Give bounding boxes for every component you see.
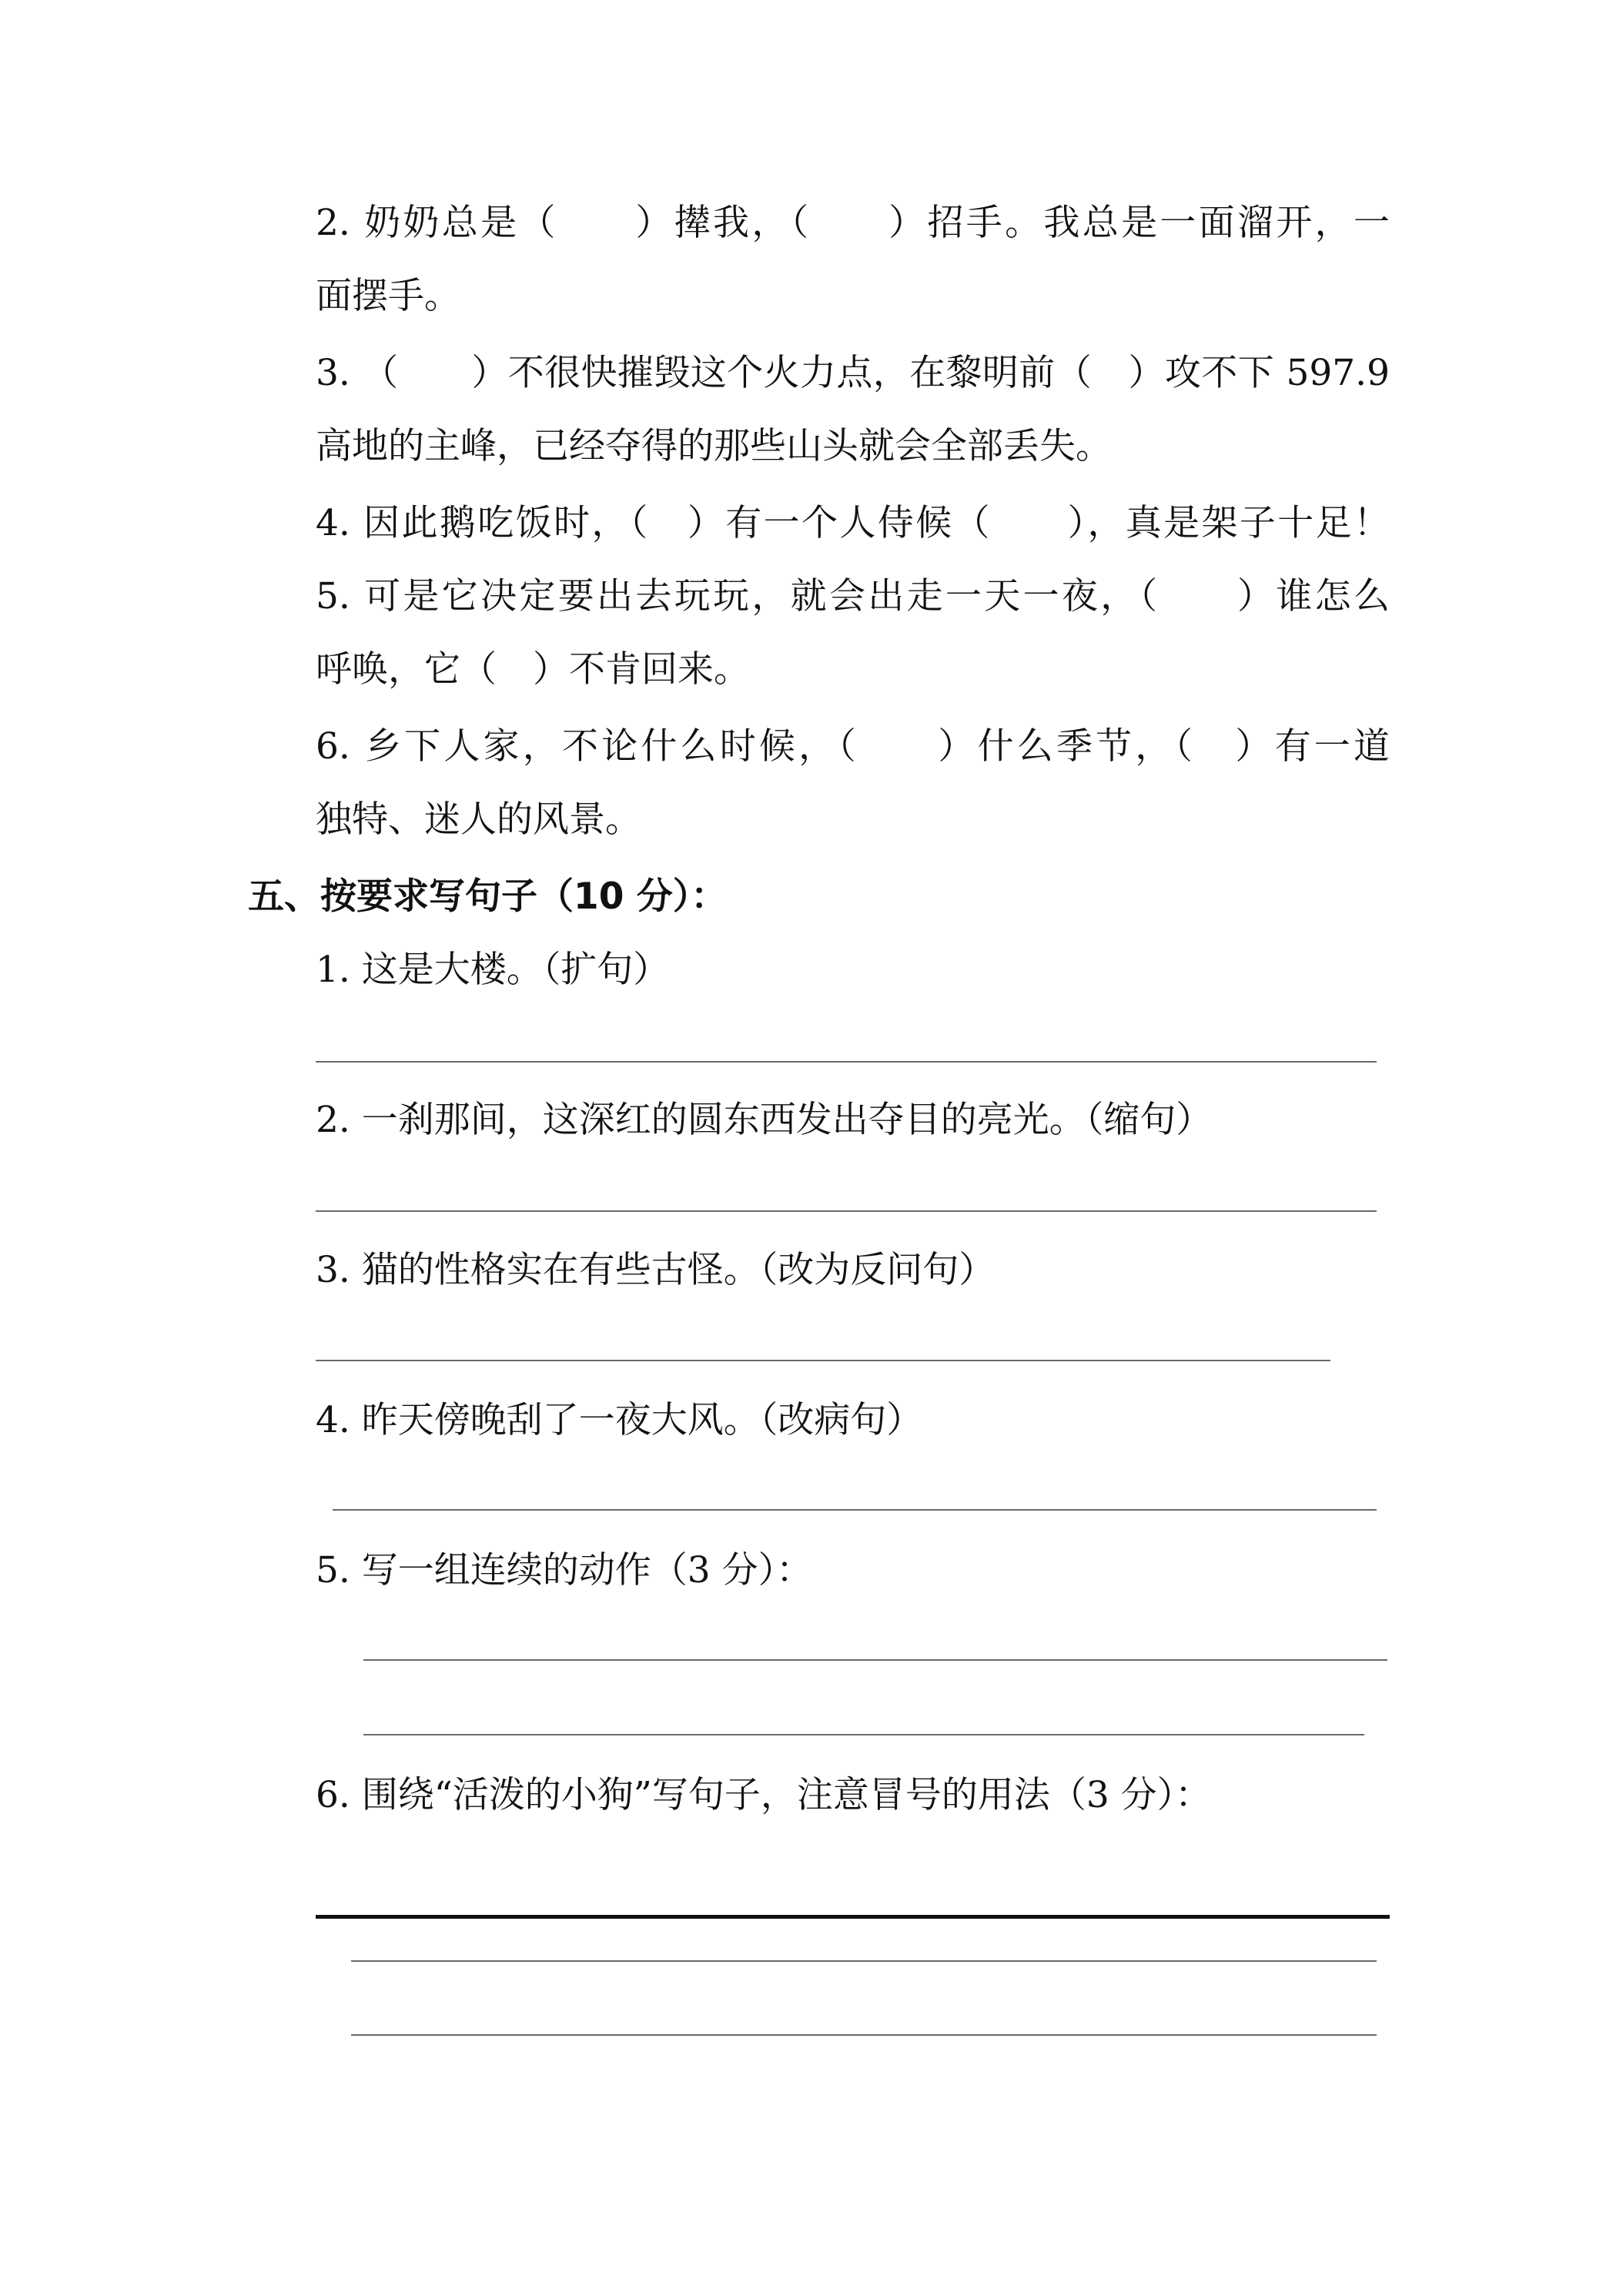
q5-6-answer-line-3[interactable] <box>351 2034 1377 2036</box>
q5-5-answer-line-2[interactable] <box>363 1734 1364 1735</box>
q4-2-line-1: 2. 奶奶总是（ ）撵我，（ ）招手。我总是一面溜开，一 <box>316 202 1390 244</box>
q4-6-line-2: 独特、迷人的风景。 <box>316 798 641 841</box>
q4-6-line-1: 6. 乡下人家，不论什么时候，（ ）什么季节，（ ）有一道 <box>316 725 1390 768</box>
q5-4-answer-line[interactable] <box>333 1509 1377 1511</box>
q5-5-prompt: 5. 写一组连续的动作（3 分）： <box>316 1549 813 1591</box>
q4-3-line-2: 高地的主峰，已经夺得的那些山头就会全部丢失。 <box>316 425 1112 467</box>
q5-6-answer-line-2[interactable] <box>351 1960 1377 1962</box>
q5-3-prompt: 3. 猫的性格实在有些古怪。（改为反问句） <box>316 1249 996 1291</box>
q5-3-answer-line[interactable] <box>316 1360 1330 1361</box>
q5-2-answer-line[interactable] <box>316 1210 1377 1212</box>
q5-4-prompt: 4. 昨天傍晚刮了一夜大风。（改病句） <box>316 1399 923 1441</box>
q5-1-prompt: 1. 这是大楼。（扩句） <box>316 949 670 991</box>
q4-5-line-1: 5. 可是它决定要出去玩玩，就会出走一天一夜，（ ）谁怎么 <box>316 575 1390 618</box>
q5-1-answer-line[interactable] <box>316 1061 1377 1063</box>
q4-3-line-1: 3. （ ）不很快摧毁这个火力点，在黎明前（ ）攻不下 597.9 <box>316 352 1390 394</box>
section-5-heading: 五、按要求写句子（10 分）： <box>248 875 728 918</box>
q4-2-line-2: 面摆手。 <box>316 275 460 317</box>
q4-5-line-2: 呼唤，它（ ）不肯回来。 <box>316 648 750 691</box>
q5-2-prompt: 2. 一刹那间，这深红的圆东西发出夺目的亮光。（缩句） <box>316 1099 1213 1141</box>
q4-4-line-1: 4. 因此鹅吃饭时，（ ）有一个人侍候（ ），真是架子十足！ <box>316 502 1390 544</box>
q5-6-answer-line-1[interactable] <box>316 1915 1390 1919</box>
q5-5-answer-line-1[interactable] <box>363 1659 1387 1661</box>
q5-6-prompt: 6. 围绕“活泼的小狗”写句子，注意冒号的用法（3 分）： <box>316 1774 1212 1816</box>
